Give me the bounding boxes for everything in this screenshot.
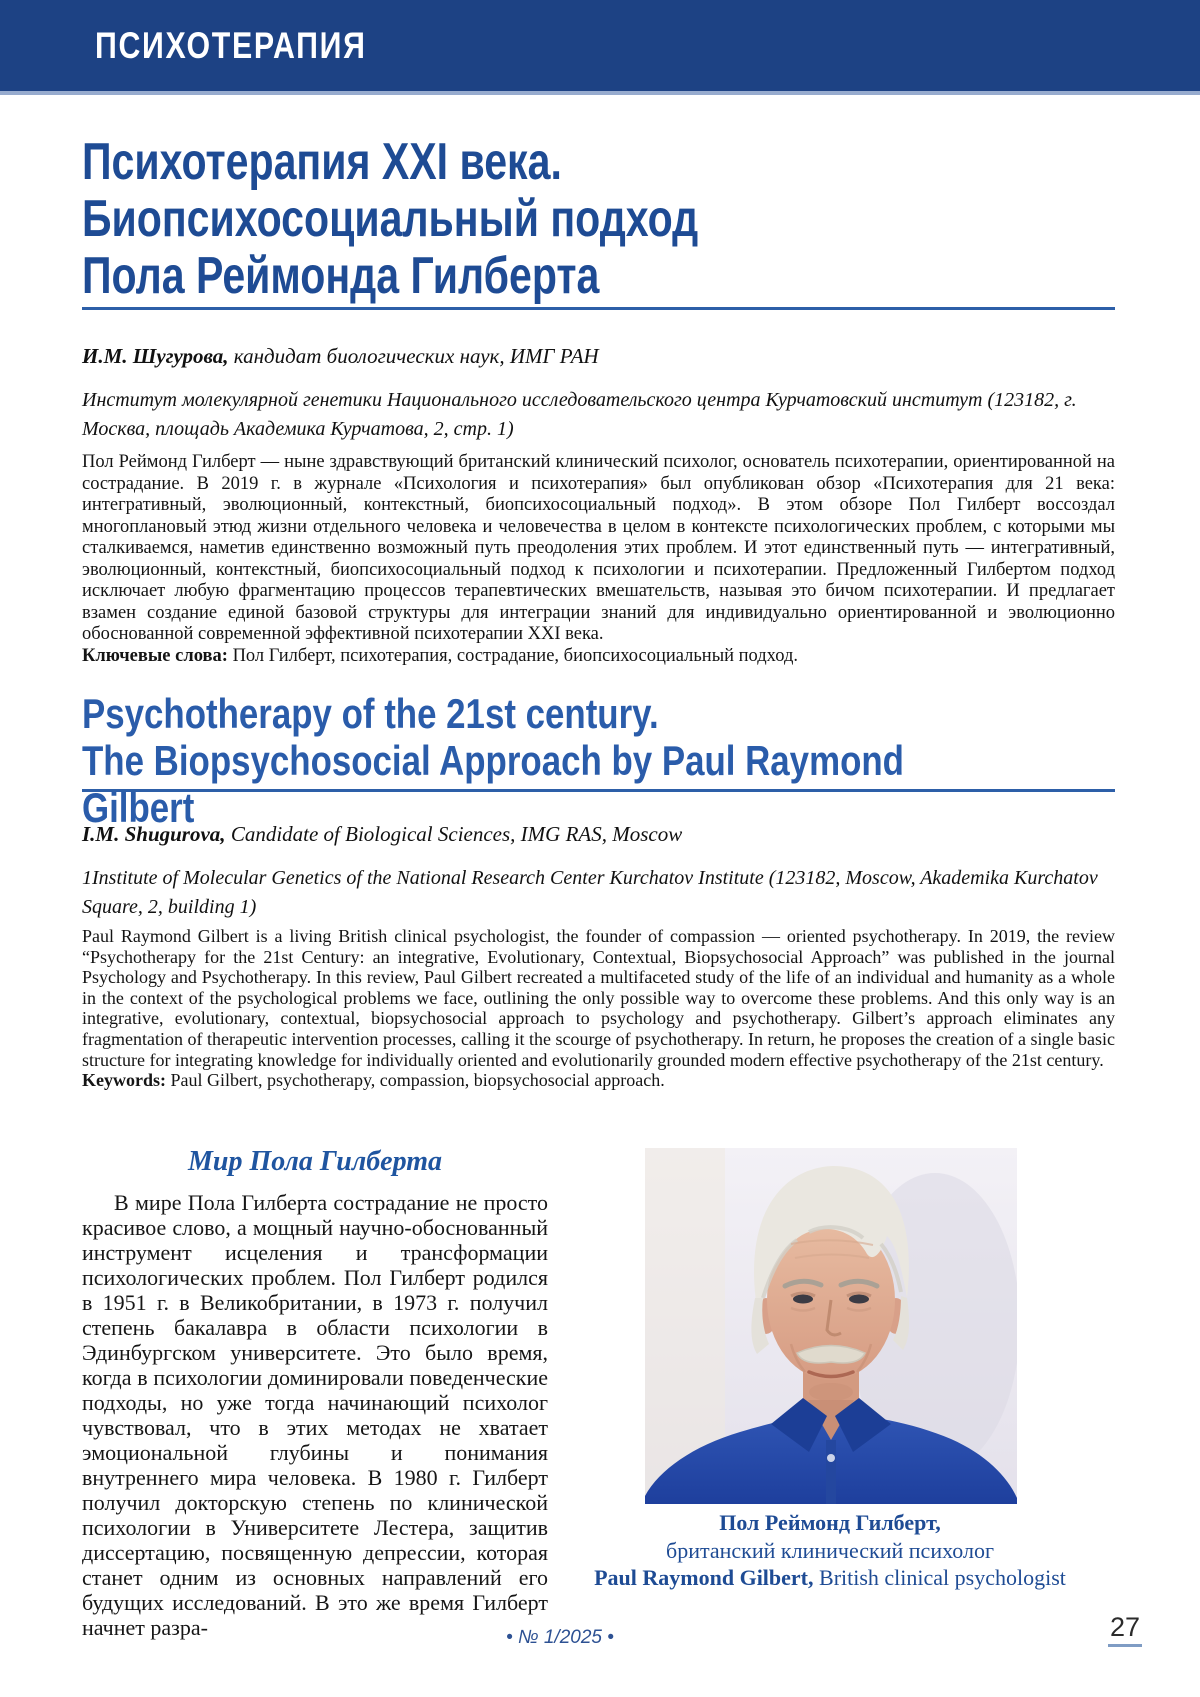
keywords-label-ru: Ключевые слова: xyxy=(82,645,228,666)
affiliation-en: 1Institute of Molecular Genetics of the National Research Center Kurchatov Institute (123182, Moscow, Akademika Kurchatov Square, 2, building 1) xyxy=(82,867,1098,918)
article-body-paragraph: В мире Пола Гилберта сострадание не просто красивое слово, а мощный научно-обоснованный инструмент исцеления и трансформации психологических проблем. Пол Гилберт родился в 1951 г. в Великобритании, в 1973 г. получил степень бакалавра в области психологии в Эдинбургском университете. Это было время, когда в психологии доминировали поведенческие подходы, но уже тогда начинающий психолог чувствовал, что в этих методах не хватает эмоциональной глубины и понимания внутреннего мира человека. В 1980 г. Гилберт получил докторскую степень по клинической психологии в Университете Лестера, защитив диссертацию, посвященную депрессии, которая станет одним из основных направлений его будущих исследований. В это же время Гилберт начнет разра- xyxy=(82,1190,548,1640)
page-number-rule xyxy=(1108,1644,1142,1647)
keywords-line-en xyxy=(82,1070,1115,1091)
caption-name-ru: Пол Реймонд Гилберт, xyxy=(719,1510,941,1535)
section-banner-title: ПСИХОТЕРАПИЯ xyxy=(95,24,367,66)
author-name-ru: И.М. Шугурова, xyxy=(82,344,229,368)
keywords-text-en: Paul Gilbert, psychotherapy, compassion, biopsychosocial approach. xyxy=(166,1070,665,1091)
article-title-ru xyxy=(82,134,698,305)
caption-line-en xyxy=(590,1564,1070,1592)
page-number xyxy=(1103,1612,1147,1647)
abstract-text-en: Paul Raymond Gilbert is a living British clinical psychologist, the founder of compassion — oriented psychotherapy. In 2019, the review “Psychotherapy for the 21st Century: an integrative, Evolutionary, Contextual, Biopsychosocial Approach” was published in the journal Psychology and Psychotherapy. In this review, Paul Gilbert recreated a multifaceted study of the life of an individual and humanity as a whole in the context of the psychological problems we face, outlining the only possible way to overcome these problems. And this only way is an integrative, evolutionary, contextual, biopsychosocial approach to psychology and psychotherapy. Gilbert’s approach eliminates any fragmentation of therapeutic intervention processes, calling it the scourge of psychotherapy. In return, he proposes the creation of a single basic structure for integrating knowledge for individually oriented and evolutionarily grounded modern effective psychotherapy of the 21st century. xyxy=(82,926,1115,1070)
keywords-line-ru xyxy=(82,646,1115,668)
page-number-value: 27 xyxy=(1109,1612,1141,1642)
caption-name-en: Paul Raymond Gilbert, xyxy=(594,1565,814,1590)
author-line-en xyxy=(82,822,1115,847)
caption-role-en: British clinical psychologist xyxy=(813,1565,1066,1590)
affiliation-ru: Институт молекулярной генетики Национального исследовательского центра Курчатовский институт (123182, г. Москва, площадь Академика Курчатова, 2, стр. 1) xyxy=(82,389,1077,440)
title-divider-rule-en xyxy=(82,789,1115,792)
author-degree-en: Candidate of Biological Sciences, IMG RAS, Moscow xyxy=(225,822,683,846)
author-name-en: I.M. Shugurova, xyxy=(82,822,226,846)
caption-role-ru: британский клинический психолог xyxy=(666,1537,994,1563)
abstract-ru xyxy=(82,452,1115,667)
author-line-ru xyxy=(82,344,1115,369)
photo-caption xyxy=(590,1509,1070,1592)
article-title-ru-line3: Пола Реймонда Гилберта xyxy=(82,247,600,305)
article-title-ru-line1: Психотерапия XXI века. xyxy=(82,133,562,191)
footer-issue: • № 1/2025 • xyxy=(506,1627,614,1648)
author-degree-ru: кандидат биологических наук, ИМГ РАН xyxy=(228,344,599,368)
title-divider-rule-ru xyxy=(82,307,1115,310)
keywords-text-ru: Пол Гилберт, психотерапия, сострадание, биопсихосоциальный подход. xyxy=(227,645,798,666)
abstract-text-ru: Пол Реймонд Гилберт — ныне здравствующий британский клинический психолог, основатель психотерапии, ориентированной на сострадание. В 2019 г. в журнале «Психология и психотерапия» был опубликован обзор «Психотерапия для 21 века: интегративный, эволюционный, контекстный, биопсихосоциальный подход». В этом обзоре Пол Гилберт воссоздал многоплановый этюд жизни отдельного человека и человечества в целом в контексте психологических проблем, с которыми мы сталкиваемся, наметив единственно возможный путь преодоления этих проблем. И этот единственный путь — интегративный, эволюционный, контекстный, биопсихосоциальный подход к психологии и психотерапии. Предложенный Гилбертом подход исключает любую фрагментацию процессов терапевтических вмешательств, называя это бичом психотерапии. И предлагает взамен создание единой базовой структуры для интеграции знаний для индивидуально ориентированной и эволюционно обоснованной современной эффективной психотерапии XXI века. xyxy=(82,452,1115,644)
article-title-en xyxy=(82,690,1010,831)
article-title-en-line1: Psychotherapy of the 21st century. xyxy=(82,690,659,737)
portrait-photo xyxy=(645,1148,1017,1504)
portrait-figure xyxy=(645,1148,1017,1504)
section-banner xyxy=(0,0,1200,95)
abstract-en xyxy=(82,926,1115,1091)
article-title-en-line2: The Biopsychosocial Approach by Paul Raymond Gilbert xyxy=(82,737,904,831)
section-heading: Мир Пола Гилберта xyxy=(187,1146,443,1177)
keywords-label-en: Keywords: xyxy=(82,1070,166,1091)
article-title-ru-line2: Биопсихосоциальный подход xyxy=(82,190,699,248)
